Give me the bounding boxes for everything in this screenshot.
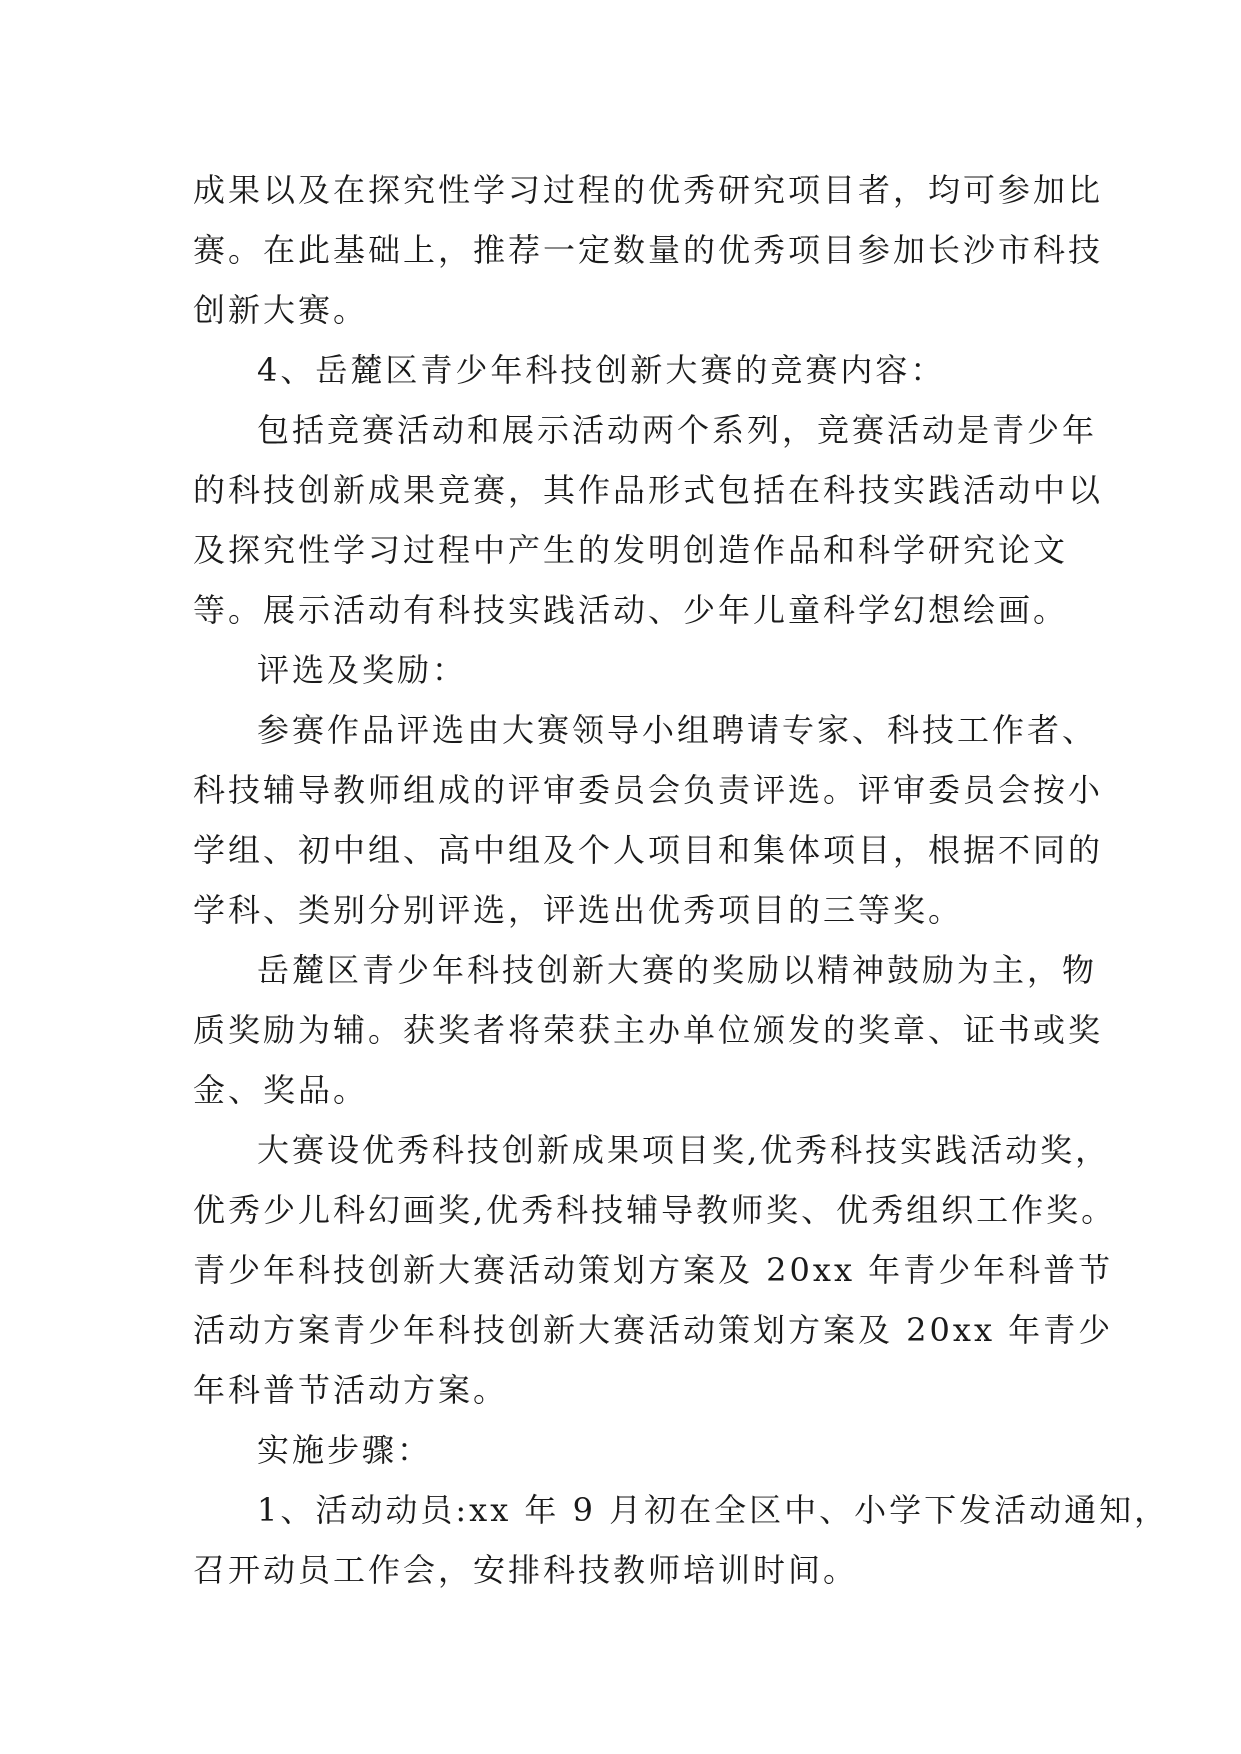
text-line: 活动方案青少年科技创新大赛活动策划方案及 20xx 年青少 — [193, 1311, 1114, 1349]
text-line: 大赛设优秀科技创新成果项目奖,优秀科技实践活动奖， — [257, 1131, 1111, 1169]
text-line: 4、岳麓区青少年科技创新大赛的竞赛内容： — [257, 351, 946, 389]
text-line: 成果以及在探究性学习过程的优秀研究项目者，均可参加比 — [193, 171, 1104, 209]
text-line: 创新大赛。 — [193, 291, 369, 329]
text-line: 包括竞赛活动和展示活动两个系列，竞赛活动是青少年 — [257, 411, 1098, 449]
text-line: 评选及奖励： — [257, 651, 468, 689]
text-line: 及探究性学习过程中产生的发明创造作品和科学研究论文 — [193, 531, 1069, 569]
text-line: 赛。在此基础上，推荐一定数量的优秀项目参加长沙市科技 — [193, 231, 1104, 269]
text-line: 青少年科技创新大赛活动策划方案及 20xx 年青少年科普节 — [193, 1251, 1114, 1289]
document-body — [193, 160, 1170, 1600]
text-line: 等。展示活动有科技实践活动、少年儿童科学幻想绘画。 — [193, 591, 1069, 629]
text-line: 的科技创新成果竞赛，其作品形式包括在科技实践活动中以 — [193, 471, 1104, 509]
text-line: 1、活动动员:xx 年 9 月初在全区中、小学下发活动通知， — [257, 1491, 1170, 1529]
text-line: 学组、初中组、高中组及个人项目和集体项目，根据不同的 — [193, 831, 1104, 869]
text-line: 金、奖品。 — [193, 1071, 369, 1109]
text-line: 年科普节活动方案。 — [193, 1371, 509, 1409]
text-line: 科技辅导教师组成的评审委员会负责评选。评审委员会按小 — [193, 771, 1104, 809]
text-line: 优秀少儿科幻画奖,优秀科技辅导教师奖、优秀组织工作奖。 — [193, 1191, 1117, 1229]
text-line: 质奖励为辅。获奖者将荣获主办单位颁发的奖章、证书或奖 — [193, 1011, 1104, 1049]
text-line: 召开动员工作会，安排科技教师培训时间。 — [193, 1551, 859, 1589]
text-line: 参赛作品评选由大赛领导小组聘请专家、科技工作者、 — [257, 711, 1098, 749]
text-line: 岳麓区青少年科技创新大赛的奖励以精神鼓励为主，物 — [257, 951, 1098, 989]
text-line: 实施步骤： — [257, 1431, 433, 1469]
text-line: 学科、类别分别评选，评选出优秀项目的三等奖。 — [193, 891, 964, 929]
